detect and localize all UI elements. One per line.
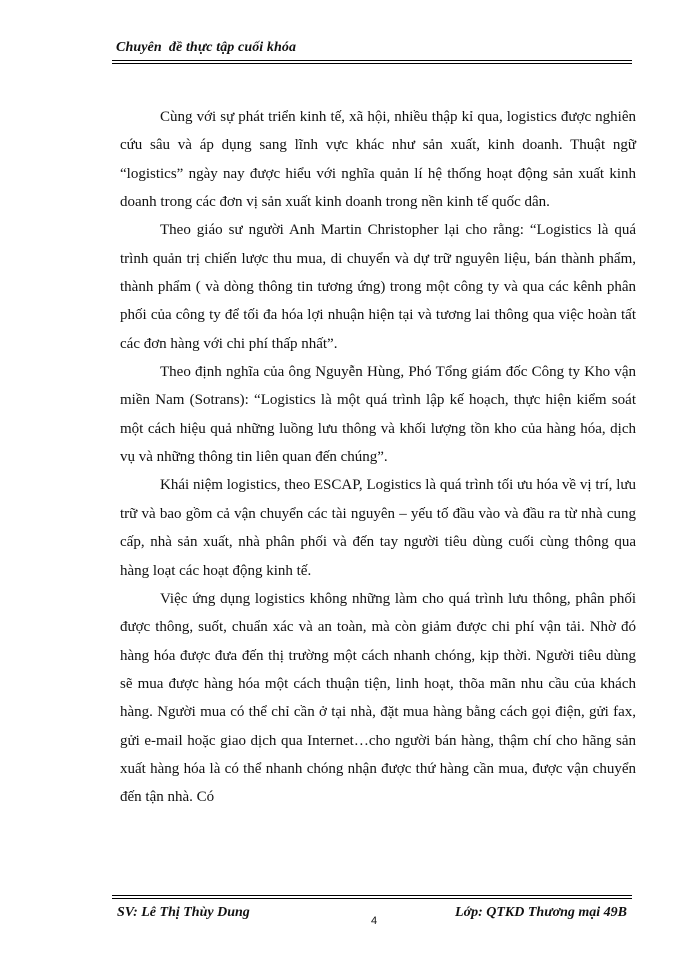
paragraph-martin-christopher: Theo giáo sư người Anh Martin Christopher lại cho rằng: “Logistics là quá trình quản trị chiến lược thu mua, di chuyển và dự trữ nguyên liệu, bán thành phẩm, thành phẩm ( và dòng thông tin tương ứng) trong một công ty và qua các kênh phân phối của công ty để tối đa hóa lợi nhuận hiện tại và tương lai thông qua việc hoàn tất các đơn hàng với chi phí thấp nhất”.: [120, 222, 636, 352]
paragraph-logistics-development: Cùng với sự phát triển kinh tế, xã hội, nhiều thập kỉ qua, logistics được nghiên cứu sâu và áp dụng sang lĩnh vực khác như sản xuất, kinh doanh. Thuật ngữ “logistics” ngày nay được hiểu với nghĩa quản lí hệ thống hoạt động sản xuất kinh doanh trong các đơn vị sản xuất kinh doanh trong nền kinh tế quốc dân.: [120, 109, 636, 211]
header-title: Chuyên đề thực tập cuối khóa: [116, 40, 297, 55]
footer-rule: [112, 898, 632, 899]
body-text: [120, 103, 636, 812]
student-name: SV: Lê Thị Thùy Dung: [117, 905, 250, 920]
header-rule: [112, 60, 632, 61]
paragraph-logistics-application: Việc ứng dụng logistics không những làm cho quá trình lưu thông, phân phối được thông, suốt, chuẩn xác và an toàn, mà còn giảm được chi phí vận tải. Nhờ đó hàng hóa được đưa đến thị trường một cách nhanh chóng, kịp thời. Người tiêu dùng sẽ mua được hàng hóa một cách thuận tiện, linh hoạt, thõa mãn nhu cầu của khách hàng. Người mua có thể chỉ cần ở tại nhà, đặt mua hàng bằng cách gọi điện, gửi fax, gửi e-mail hoặc giao dịch qua Internet…cho người bán hàng, thậm chí cho hãng sản xuất hàng hóa là có thể nhanh chóng nhận được thứ hàng cần mua, được vận chuyển đến tận nhà. Có: [120, 590, 636, 806]
page-header: [112, 34, 632, 60]
page-number: 4: [371, 915, 378, 927]
paragraph-escap: Khái niệm logistics, theo ESCAP, Logistics là quá trình tối ưu hóa về vị trí, lưu trữ và bao gồm cả vận chuyển các tài nguyên – yếu tố đầu vào và đầu ra từ nhà cung cấp, nhà sản xuất, nhà phân phối và đến tay người tiêu dùng cuối cùng thông qua hàng loạt các hoạt động kinh tế.: [120, 477, 636, 579]
class-name: Lớp: QTKD Thương mại 49B: [455, 905, 627, 920]
paragraph-nguyen-hung: Theo định nghĩa của ông Nguyễn Hùng, Phó Tổng giám đốc Công ty Kho vận miền Nam (Sotrans): “Logistics là một quá trình lập kế hoạch, thực hiện kiểm soát một cách hiệu quả những luồng lưu thông và khối lượng tồn kho của hàng hóa, dịch vụ và những thông tin liên quan đến chúng”.: [120, 364, 636, 466]
